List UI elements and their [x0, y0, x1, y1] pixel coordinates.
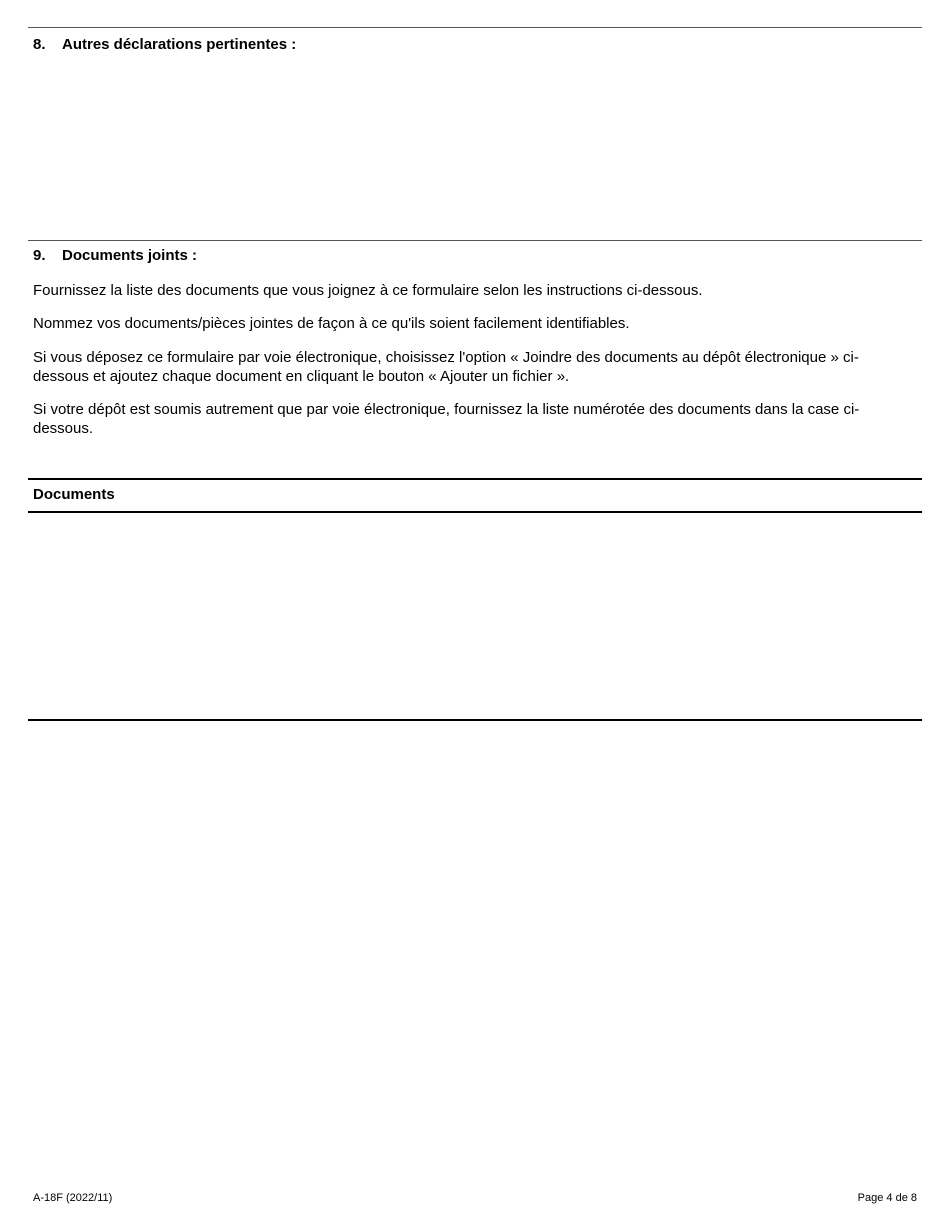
documents-label-rule — [28, 511, 922, 513]
form-code: A-18F (2022/11) — [33, 1192, 113, 1204]
section-8-number: 8. — [33, 36, 46, 53]
section-9-top-rule — [28, 240, 922, 241]
section-8-heading — [33, 36, 296, 54]
documents-top-rule — [28, 478, 922, 480]
section-9-heading — [33, 247, 197, 265]
section-9-title: Documents joints : — [62, 247, 198, 264]
documents-label: Documents — [33, 486, 115, 503]
documents-bottom-rule — [28, 719, 922, 721]
instruction-paragraph: Fournissez la liste des documents que vous joignez à ce formulaire selon les instructions ci-dessous. — [33, 282, 703, 299]
section-8-title: Autres déclarations pertinentes : — [62, 36, 297, 53]
other-statements-field[interactable] — [28, 58, 922, 236]
instruction-paragraph: Nommez vos documents/pièces jointes de façon à ce qu'ils soient facilement identifiables. — [33, 315, 630, 332]
section-9-number: 9. — [33, 247, 46, 264]
page-number: Page 4 de 8 — [857, 1192, 917, 1204]
instruction-paragraph: Si vous déposez ce formulaire par voie électronique, choisissez l'option « Joindre des documents au dépôt électronique » ci-dessous et ajoutez chaque document en cliquant le bouton « Ajouter un fichier ». — [33, 349, 859, 385]
documents-list-field[interactable] — [28, 514, 922, 718]
instruction-paragraph: Si votre dépôt est soumis autrement que par voie électronique, fournissez la liste numérotée des documents dans la case ci-dessous. — [33, 401, 860, 437]
section-8-top-rule — [28, 27, 922, 28]
